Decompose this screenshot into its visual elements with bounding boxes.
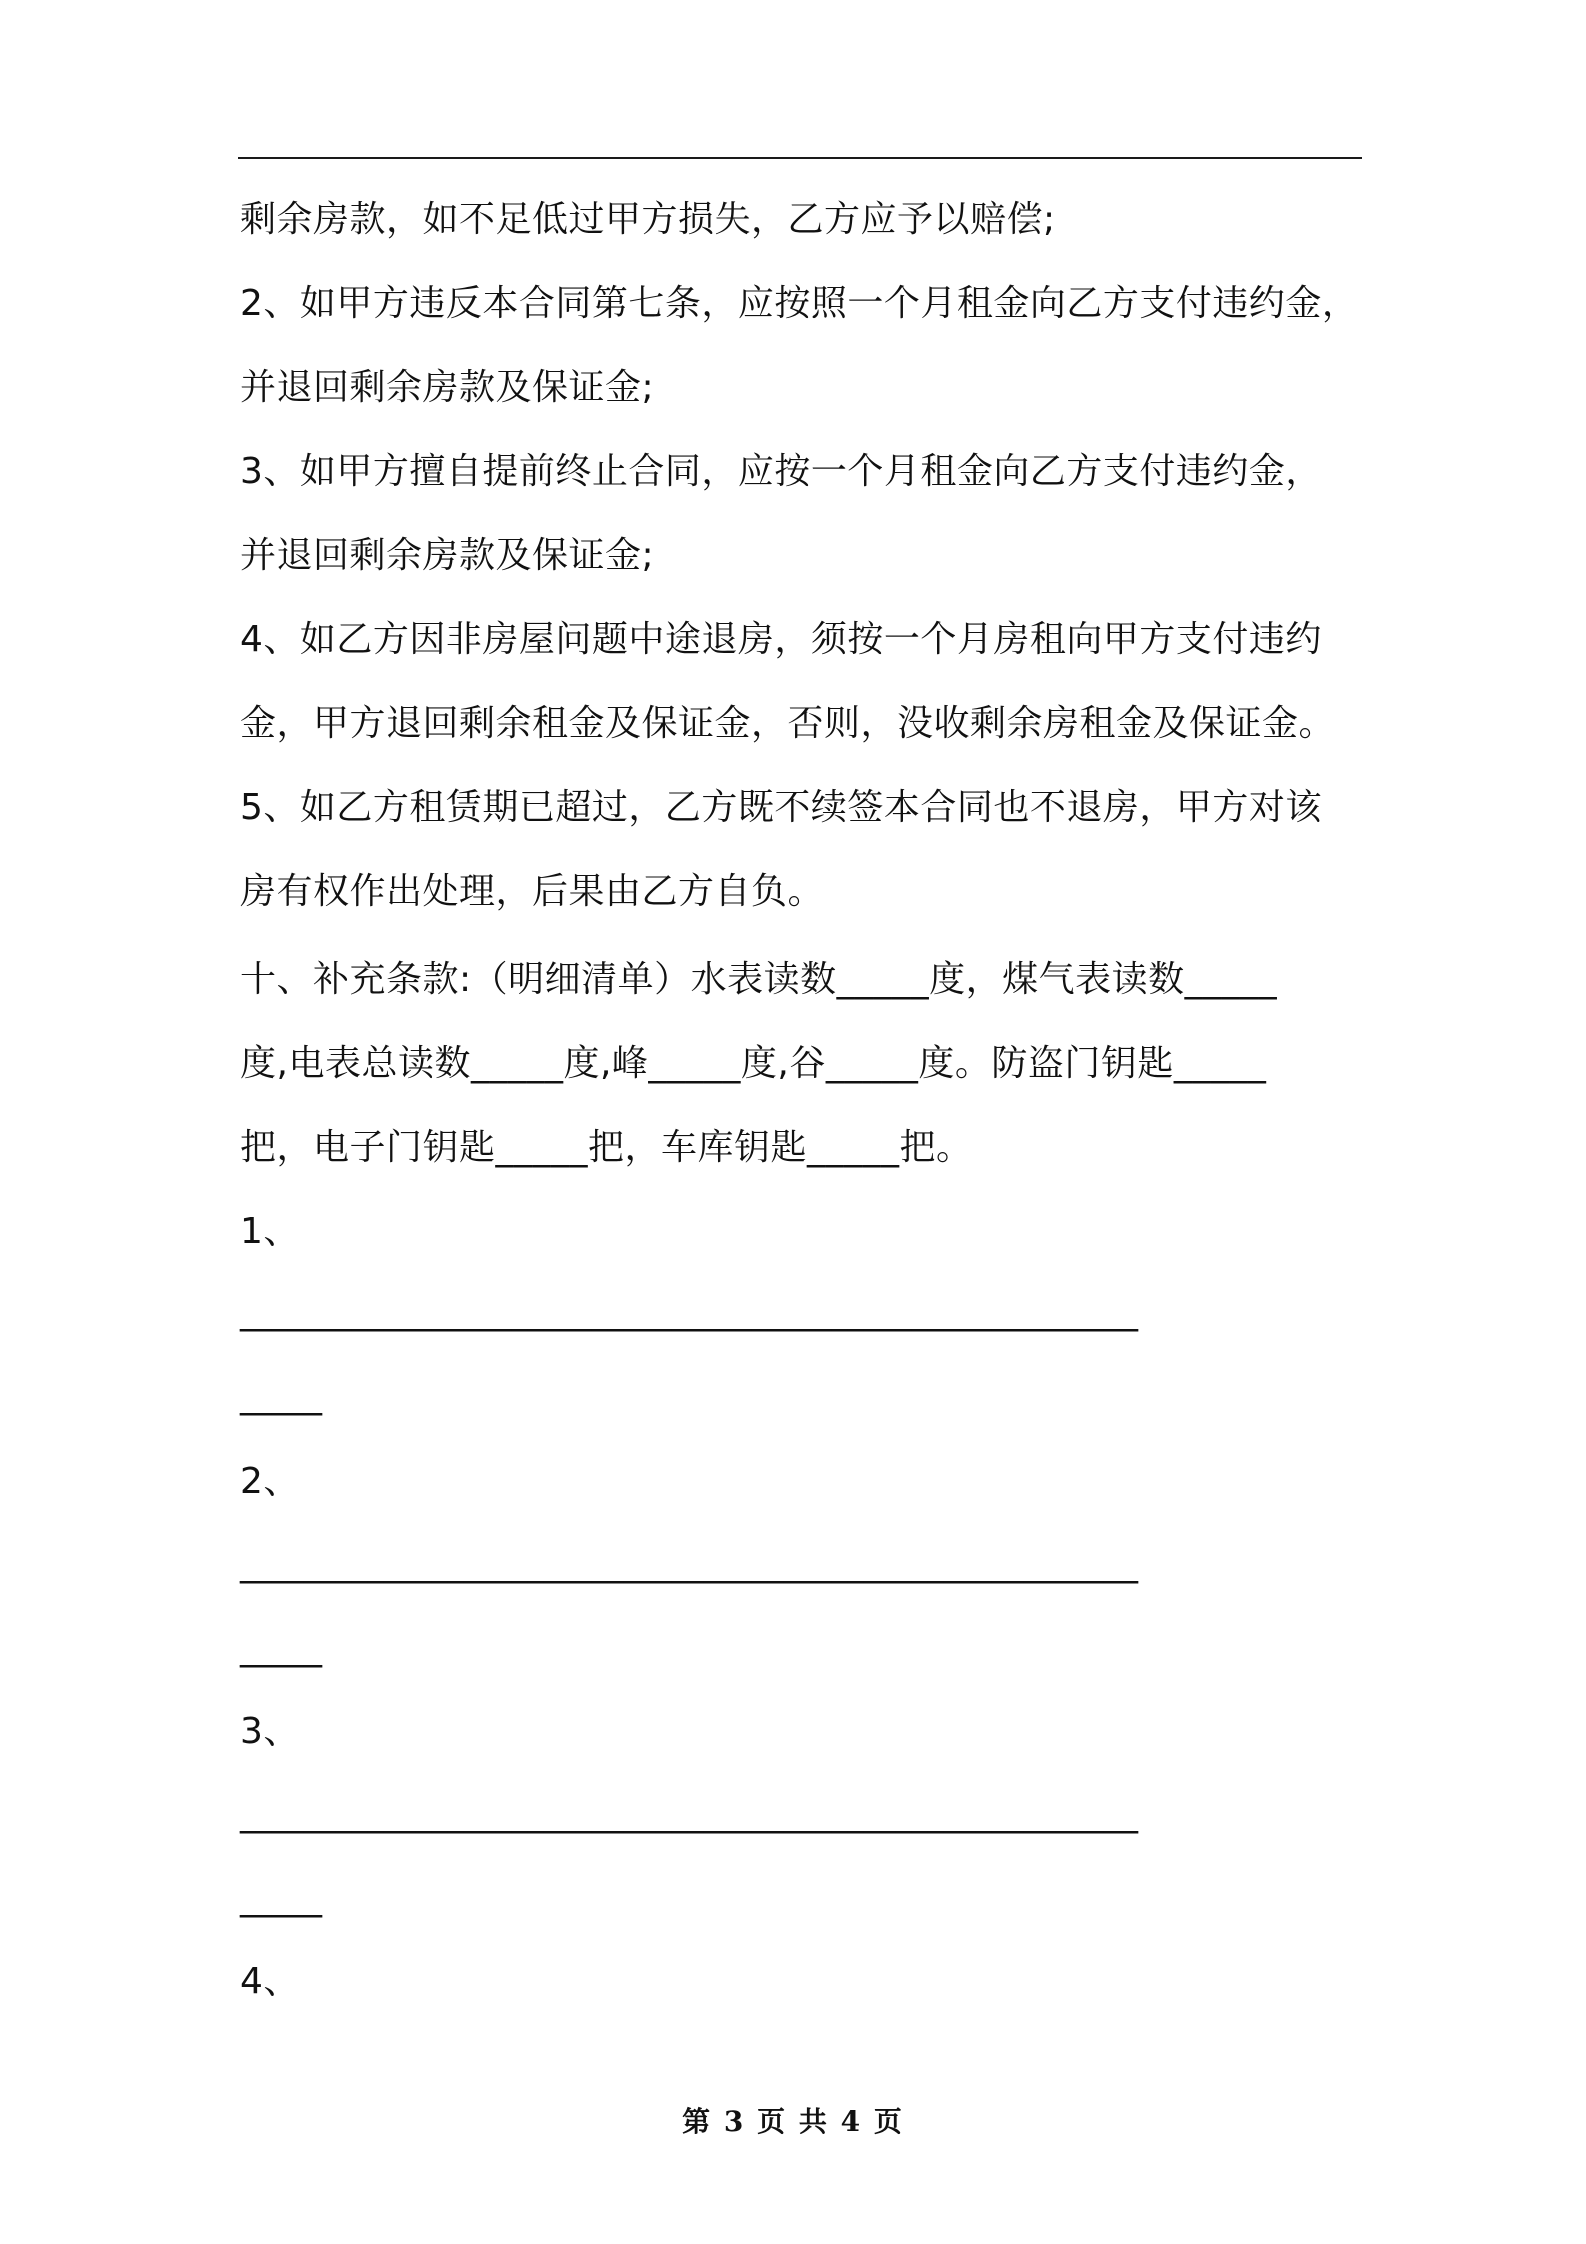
list-number: 2、 (240, 1461, 300, 1502)
text-line: 房有权作出处理，后果由乙方自负。 (240, 871, 825, 912)
blank-line: _____ (240, 1877, 320, 1918)
text-line: 3、如甲方擅自提前终止合同，应按一个月租金向乙方支付违约金， (240, 451, 1322, 492)
text-line: 5、如乙方租赁期已超过，乙方既不续签本合同也不退房，甲方对该 (240, 787, 1322, 828)
list-number: 4、 (240, 1961, 300, 2002)
text-line: 十、补充条款:（明细清单）水表读数_____度，煤气表读数_____ (240, 959, 1278, 1000)
blank-line: _____ (240, 1375, 320, 1416)
text-line: 并退回剩余房款及保证金; (240, 367, 655, 408)
text-line: 并退回剩余房款及保证金; (240, 535, 655, 576)
text-line: 金，甲方退回剩余租金及保证金，否则，没收剩余房租金及保证金。 (240, 703, 1336, 744)
blank-line: _____ (240, 1627, 320, 1668)
page-number: 第 3 页 共 4 页 (682, 2105, 904, 2138)
text-line: 把，电子门钥匙_____把，车库钥匙_____把。 (240, 1127, 973, 1168)
blank-line: ________________________________________________________ (240, 1543, 1136, 1584)
header-rule (238, 157, 1362, 159)
text-line: 2、如甲方违反本合同第七条，应按照一个月租金向乙方支付违约金， (240, 283, 1359, 324)
list-number: 1、 (240, 1211, 300, 1252)
list-number: 3、 (240, 1711, 300, 1752)
text-line: 度,电表总读数_____度,峰_____度,谷_____度。防盗门钥匙_____ (240, 1043, 1267, 1084)
blank-line: ________________________________________________________ (240, 1793, 1136, 1834)
text-line: 剩余房款，如不足低过甲方损失，乙方应予以赔偿; (240, 199, 1056, 240)
blank-line: ________________________________________________________ (240, 1291, 1136, 1332)
text-line: 4、如乙方因非房屋问题中途退房，须按一个月房租向甲方支付违约 (240, 619, 1322, 660)
